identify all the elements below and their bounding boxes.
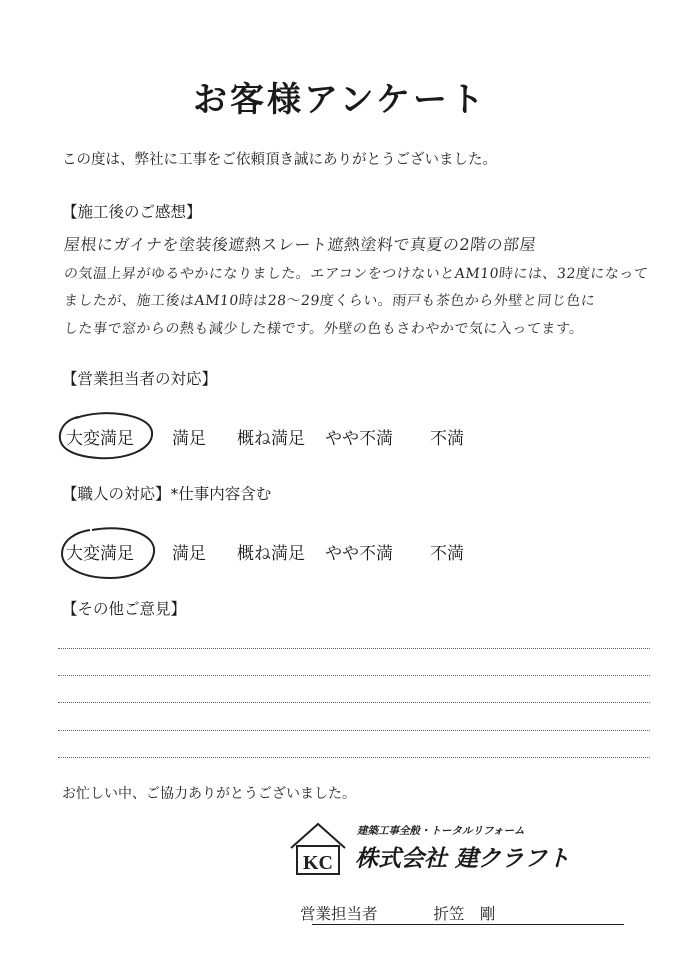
sales-rep-option-somewhat-dissatisfied[interactable]: やや不満	[325, 429, 393, 449]
sales-rep-option-very-satisfied[interactable]: 大変満足	[66, 429, 134, 449]
house-icon	[287, 820, 349, 878]
impressions-heading: 【施工後のご感想】	[62, 203, 202, 221]
craftsman-option-very-satisfied[interactable]: 大変満足	[66, 544, 134, 564]
sales-rep-name: 折笠 剛	[433, 905, 496, 923]
impression-line-2: の気温上昇がゆるやかになりました。エアコンをつけないとAM10時には、32度になって	[63, 266, 650, 282]
answer-line-5	[58, 757, 650, 758]
other-heading: 【その他ご意見】	[62, 600, 187, 618]
sales-rep-selected-circle	[54, 410, 158, 466]
intro-text: この度は、弊社に工事をご依頼頂き誠にありがとうございました。	[62, 152, 497, 168]
answer-line-2	[58, 675, 650, 676]
sales-rep-label: 営業担当者	[300, 905, 378, 923]
craftsman-option-satisfied[interactable]: 満足	[172, 544, 206, 564]
impression-line-3: ましたが、施工後はAM10時は28～29度くらい。雨戸も茶色から外壁と同じ色に	[63, 293, 597, 309]
sales-rep-option-satisfied[interactable]: 満足	[172, 429, 206, 449]
craftsman-selected-circle	[56, 520, 166, 584]
impression-line-1: 屋根にガイナを塗装後遮熱スレート遮熱塗料で真夏の2階の部屋	[62, 235, 538, 254]
answer-line-3	[58, 702, 650, 703]
answer-line-4	[58, 730, 650, 731]
craftsman-option-dissatisfied[interactable]: 不満	[430, 544, 464, 564]
craftsman-heading: 【職人の対応】*仕事内容含む	[62, 485, 272, 503]
company-logo	[287, 820, 617, 878]
craftsman-option-somewhat-dissatisfied[interactable]: やや不満	[325, 544, 393, 564]
answer-line-1	[58, 648, 650, 649]
sales-rep-option-dissatisfied[interactable]: 不満	[430, 429, 464, 449]
craftsman-option-mostly-satisfied[interactable]: 概ね満足	[237, 544, 305, 564]
page-title: お客様アンケート	[193, 80, 487, 120]
company-name: 株式会社 建クラフト	[355, 846, 571, 872]
signature-row	[300, 902, 495, 924]
impression-line-4: した事で窓からの熱も減少した様です。外壁の色もさわやかで気に入ってます。	[63, 321, 585, 337]
sales-rep-option-mostly-satisfied[interactable]: 概ね満足	[237, 429, 305, 449]
company-tagline: 建築工事全般・トータルリフォーム	[357, 825, 525, 837]
signature-underline	[312, 924, 624, 925]
sales-rep-heading: 【営業担当者の対応】	[62, 370, 218, 388]
closing-thanks: お忙しい中、ご協力ありがとうございました。	[62, 786, 356, 802]
logo-monogram: KC	[303, 852, 333, 874]
